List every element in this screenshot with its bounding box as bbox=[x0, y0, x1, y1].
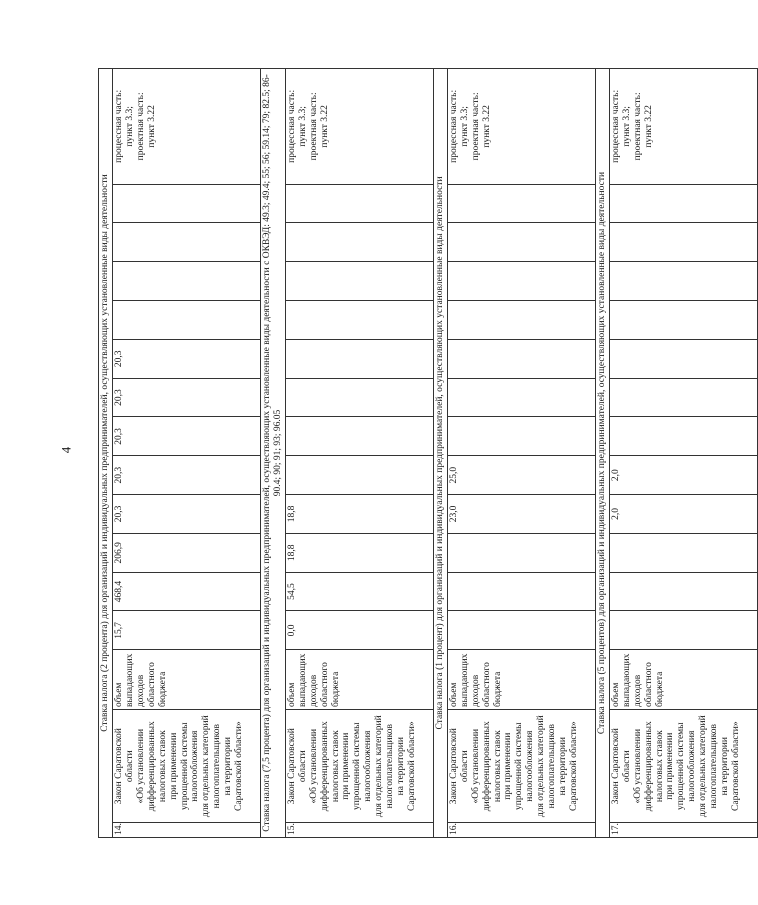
program-reference-line: пункт 3.3; bbox=[297, 106, 308, 147]
program-reference-cell bbox=[113, 69, 261, 185]
value-cell bbox=[113, 223, 261, 262]
legal-act-line: дифференцированных bbox=[643, 721, 654, 812]
indicator-cell bbox=[113, 650, 261, 710]
legal-act-line: налогообложения bbox=[687, 730, 698, 802]
legal-act-line: Закон Саратовской области bbox=[286, 728, 308, 805]
program-reference-line: процессная часть: bbox=[286, 89, 297, 163]
legal-act-line: упрощенной системы bbox=[514, 722, 525, 810]
program-reference-line: пункт 3.22 bbox=[146, 105, 157, 148]
tax-rate-table bbox=[98, 68, 758, 838]
value-cell: 15,7 bbox=[113, 611, 261, 650]
legal-act-line: налогоплательщиков bbox=[709, 724, 720, 809]
legal-act-line: налогоплательщиков bbox=[212, 724, 223, 809]
indicator-cell bbox=[447, 650, 595, 710]
value-cell: 20,3 bbox=[113, 417, 261, 456]
program-reference-line: пункт 3.22 bbox=[643, 105, 654, 148]
table-row bbox=[113, 69, 261, 838]
indicator-line: доходов bbox=[135, 674, 146, 708]
value-cell bbox=[447, 572, 595, 611]
legal-act-line: «Об установлении bbox=[135, 728, 146, 804]
value-cell bbox=[609, 223, 757, 262]
program-reference-line: проектная часть: bbox=[135, 92, 146, 161]
section-header-row bbox=[99, 69, 113, 838]
value-cell bbox=[447, 301, 595, 340]
legal-act-line: при применении bbox=[665, 732, 676, 800]
indicator-line: объем bbox=[114, 682, 124, 708]
value-cell bbox=[447, 339, 595, 378]
value-cell bbox=[285, 339, 433, 378]
program-reference-line: пункт 3.22 bbox=[319, 105, 330, 148]
legal-act-line: на территории bbox=[396, 737, 407, 796]
value-cell bbox=[285, 378, 433, 417]
value-cell bbox=[447, 378, 595, 417]
indicator-line: бюджета bbox=[654, 671, 665, 708]
indicator-line: объем bbox=[610, 682, 621, 708]
value-cell bbox=[609, 262, 757, 301]
indicator-line: бюджета bbox=[330, 671, 341, 708]
legal-act-line: при применении bbox=[168, 732, 179, 800]
indicator-line: доходов bbox=[308, 674, 319, 708]
legal-act-line: при применении bbox=[503, 732, 514, 800]
legal-act-line: налогообложения bbox=[363, 730, 374, 802]
indicator-line: выпадающих bbox=[124, 653, 135, 708]
value-cell: 468,4 bbox=[113, 572, 261, 611]
section-header: Ставка налога (1 процент) для организаций и индивидуальных предпринимателей, осуществляющих установленные виды деятельности bbox=[433, 69, 447, 838]
legal-act-line: упрощенной системы bbox=[352, 722, 363, 810]
value-cell bbox=[609, 184, 757, 223]
rotated-table-container bbox=[98, 68, 741, 838]
legal-act-line: дифференцированных bbox=[319, 721, 330, 812]
legal-act-cell bbox=[447, 710, 595, 823]
indicator-cell bbox=[285, 650, 433, 710]
legal-act-line: для отдельных категорий bbox=[698, 715, 709, 818]
legal-act-line: при применении bbox=[341, 732, 352, 800]
value-cell bbox=[113, 184, 261, 223]
indicator-line: областного bbox=[481, 662, 492, 708]
legal-act-line: налоговых ставок bbox=[492, 730, 503, 803]
legal-act-line: налогообложения bbox=[525, 730, 536, 802]
indicator-line: выпадающих bbox=[621, 653, 632, 708]
program-reference-cell bbox=[447, 69, 595, 185]
program-reference-cell bbox=[285, 69, 433, 185]
legal-act-line: налоговых ставок bbox=[157, 730, 168, 803]
value-cell bbox=[609, 301, 757, 340]
legal-act-cell bbox=[285, 710, 433, 823]
legal-act-line: Закон Саратовской области bbox=[448, 728, 470, 805]
legal-act-line: «Об установлении bbox=[632, 728, 643, 804]
program-reference-line: проектная часть: bbox=[632, 92, 643, 161]
value-cell bbox=[285, 456, 433, 495]
value-cell: 25,0 bbox=[447, 456, 595, 495]
indicator-line: выпадающих bbox=[297, 653, 308, 708]
indicator-line: областного bbox=[643, 662, 654, 708]
indicator-line: доходов bbox=[632, 674, 643, 708]
program-reference-line: процессная часть: bbox=[114, 89, 124, 163]
legal-act-line: налогоплательщиков bbox=[547, 724, 558, 809]
legal-act-line: Саратовской области» bbox=[406, 721, 417, 811]
legal-act-line: для отдельных категорий bbox=[374, 715, 385, 818]
value-cell bbox=[609, 339, 757, 378]
program-reference-line: проектная часть: bbox=[470, 92, 481, 161]
legal-act-line: Саратовской области» bbox=[234, 721, 245, 811]
legal-act-line: упрощенной системы bbox=[676, 722, 687, 810]
page-number: 4 bbox=[58, 446, 74, 454]
legal-act-line: Закон Саратовской области bbox=[114, 728, 135, 805]
row-number: 15. bbox=[285, 823, 433, 838]
legal-act-line: на территории bbox=[223, 737, 234, 796]
legal-act-line: на территории bbox=[558, 737, 569, 796]
section-header: Ставка налога (5 процентов) для организаций и индивидуальных предпринимателей, осуществляющих установленные виды деятельности bbox=[595, 69, 609, 838]
value-cell: 206,9 bbox=[113, 533, 261, 572]
indicator-line: объем bbox=[286, 682, 297, 708]
legal-act-line: на территории bbox=[720, 737, 731, 796]
value-cell bbox=[609, 572, 757, 611]
value-cell bbox=[447, 611, 595, 650]
program-reference-line: пункт 3.3; bbox=[459, 106, 470, 147]
program-reference-line: процессная часть: bbox=[610, 89, 621, 163]
table-row bbox=[447, 69, 595, 838]
section-header-row bbox=[433, 69, 447, 838]
section-header: Ставка налога (2 процента) для организаций и индивидуальных предпринимателей, осуществляющих установленные виды деятельности bbox=[99, 69, 113, 838]
value-cell bbox=[285, 184, 433, 223]
legal-act-line: Закон Саратовской области bbox=[610, 728, 632, 805]
indicator-line: доходов bbox=[470, 674, 481, 708]
value-cell: 23,0 bbox=[447, 495, 595, 534]
legal-act-line: дифференцированных bbox=[146, 721, 157, 812]
indicator-line: объем bbox=[448, 682, 459, 708]
value-cell bbox=[285, 262, 433, 301]
legal-act-line: налогообложения bbox=[190, 730, 201, 802]
value-cell bbox=[609, 378, 757, 417]
program-reference-cell bbox=[609, 69, 757, 185]
value-cell bbox=[447, 184, 595, 223]
program-reference-line: пункт 3.22 bbox=[481, 105, 492, 148]
section-header-row bbox=[595, 69, 609, 838]
value-cell: 20,3 bbox=[113, 339, 261, 378]
value-cell bbox=[609, 417, 757, 456]
legal-act-line: дифференцированных bbox=[481, 721, 492, 812]
value-cell bbox=[285, 223, 433, 262]
table-row bbox=[609, 69, 757, 838]
legal-act-line: Саратовской области» bbox=[730, 721, 741, 811]
value-cell bbox=[113, 301, 261, 340]
value-cell bbox=[447, 262, 595, 301]
legal-act-line: Саратовской области» bbox=[568, 721, 579, 811]
legal-act-cell bbox=[113, 710, 261, 823]
legal-act-line: налоговых ставок bbox=[654, 730, 665, 803]
value-cell: 20,3 bbox=[113, 495, 261, 534]
indicator-line: бюджета bbox=[157, 671, 168, 708]
program-reference-line: процессная часть: bbox=[448, 89, 459, 163]
value-cell: 0,0 bbox=[285, 611, 433, 650]
program-reference-line: пункт 3.3; bbox=[621, 106, 632, 147]
table-row bbox=[285, 69, 433, 838]
value-cell bbox=[447, 417, 595, 456]
legal-act-line: «Об установлении bbox=[308, 728, 319, 804]
value-cell bbox=[609, 533, 757, 572]
legal-act-line: налогоплательщиков bbox=[385, 724, 396, 809]
value-cell bbox=[285, 417, 433, 456]
row-number: 14. bbox=[113, 823, 261, 838]
value-cell: 2,0 bbox=[609, 495, 757, 534]
program-reference-line: пункт 3.3; bbox=[124, 106, 135, 147]
section-header-row bbox=[261, 69, 286, 838]
value-cell: 20,3 bbox=[113, 378, 261, 417]
legal-act-line: налоговых ставок bbox=[330, 730, 341, 803]
indicator-line: областного bbox=[319, 662, 330, 708]
indicator-cell bbox=[609, 650, 757, 710]
legal-act-line: упрощенной системы bbox=[179, 722, 190, 810]
row-number: 16. bbox=[447, 823, 595, 838]
indicator-line: выпадающих bbox=[459, 653, 470, 708]
indicator-line: бюджета bbox=[492, 671, 503, 708]
value-cell: 54,5 bbox=[285, 572, 433, 611]
value-cell: 18,8 bbox=[285, 495, 433, 534]
indicator-line: областного bbox=[146, 662, 157, 708]
value-cell: 2,0 bbox=[609, 456, 757, 495]
legal-act-line: для отдельных категорий bbox=[201, 715, 212, 818]
row-number: 17. bbox=[609, 823, 757, 838]
program-reference-line: проектная часть: bbox=[308, 92, 319, 161]
legal-act-line: для отдельных категорий bbox=[536, 715, 547, 818]
value-cell: 20,3 bbox=[113, 456, 261, 495]
legal-act-line: «Об установлении bbox=[470, 728, 481, 804]
value-cell: 18,8 bbox=[285, 533, 433, 572]
legal-act-cell bbox=[609, 710, 757, 823]
value-cell bbox=[285, 301, 433, 340]
section-header: Ставка налога (7,5 процента) для организаций и индивидуальных предпринимателей, осуществляющих установленные виды деятельности с ОКВЭД: 49.3; 49.4; 55; 56; 59.14; 79; 82.5; 86-90.4; 90; 91; 93; 96.05 bbox=[261, 69, 286, 838]
value-cell bbox=[113, 262, 261, 301]
value-cell bbox=[609, 611, 757, 650]
value-cell bbox=[447, 223, 595, 262]
value-cell bbox=[447, 533, 595, 572]
